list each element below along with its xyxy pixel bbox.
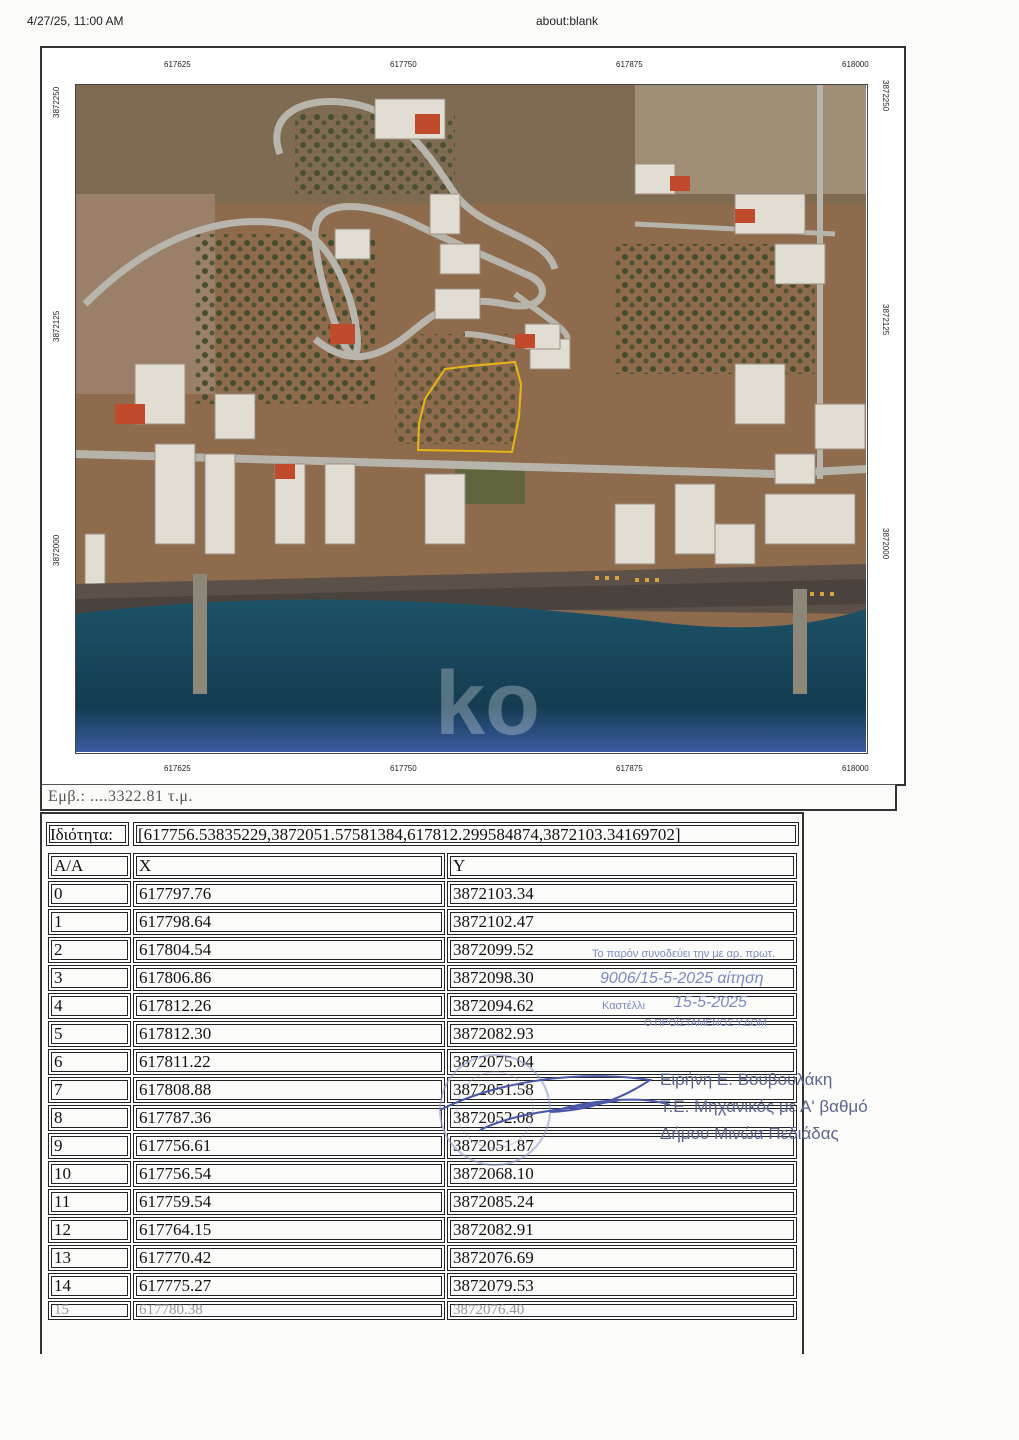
- y-tick-left: 3872250: [52, 86, 61, 118]
- cell-aa: 6: [48, 1049, 131, 1075]
- cell-x: 617759.54: [133, 1189, 445, 1215]
- y-tick-left: 3872125: [52, 310, 61, 342]
- x-tick-top: 617875: [616, 60, 643, 69]
- cell-y: 3872102.47: [447, 909, 797, 935]
- area-text: Εμβ.: ....3322.81 τ.μ.: [48, 788, 193, 805]
- signatory-name: Ειρήνη Ε. Βουβουλάκη: [660, 1070, 833, 1089]
- cell-y: 3872103.34: [447, 881, 797, 907]
- cell-y: 3872075.04: [447, 1049, 797, 1075]
- stamp-line: Καστέλλι: [602, 1000, 646, 1012]
- cell-aa: 4: [48, 993, 131, 1019]
- header-y: Y: [447, 853, 797, 879]
- cell-x: 617798.64: [133, 909, 445, 935]
- y-tick-right: 3872250: [881, 80, 890, 112]
- cell-x: 617770.42: [133, 1245, 445, 1271]
- cell-aa: 10: [48, 1161, 131, 1187]
- print-url: about:blank: [536, 14, 599, 28]
- signatory-org: Δήμου Μινώα Πεδιάδας: [660, 1124, 839, 1143]
- cell-x: 617756.54: [133, 1161, 445, 1187]
- cell-y: 3872076.40: [447, 1301, 797, 1320]
- cell-aa: 11: [48, 1189, 131, 1215]
- header-aa: A/A: [48, 853, 131, 879]
- property-value: [617756.53835229,3872051.57581384,617812.299584874,3872103.34169702]: [133, 822, 799, 846]
- y-tick-right: 3872125: [881, 304, 890, 336]
- x-tick-bottom: 617625: [164, 764, 191, 773]
- cell-x: 617764.15: [133, 1217, 445, 1243]
- signatory-title: Τ.Ε. Μηχανικός με Α' βαθμό: [660, 1097, 868, 1116]
- cell-x: 617811.22: [133, 1049, 445, 1075]
- cell-aa: 1: [48, 909, 131, 935]
- y-tick-right: 3872000: [881, 528, 890, 560]
- cell-x: 617780.38: [133, 1301, 445, 1320]
- stamp-line: Το παρόν συνοδεύει την με αρ. πρωτ.: [592, 948, 776, 960]
- stamp-handwriting: 15-5-2025: [674, 994, 747, 1011]
- area-row: [40, 784, 897, 811]
- table-row: [48, 909, 797, 935]
- cell-y: 3872052.08: [447, 1105, 797, 1131]
- cell-aa: 7: [48, 1077, 131, 1103]
- cell-y: 3872085.24: [447, 1189, 797, 1215]
- cell-x: 617812.30: [133, 1021, 445, 1047]
- cell-x: 617775.27: [133, 1273, 445, 1299]
- cell-x: 617756.61: [133, 1133, 445, 1159]
- property-label: Ιδιότητα:: [46, 822, 129, 846]
- cell-y: 3872068.10: [447, 1161, 797, 1187]
- property-row: [46, 822, 798, 848]
- table-header-row: [48, 853, 797, 879]
- cell-x: 617787.36: [133, 1105, 445, 1131]
- cell-y: 3872051.87: [447, 1133, 797, 1159]
- cell-aa: 9: [48, 1133, 131, 1159]
- cell-aa: 2: [48, 937, 131, 963]
- cell-y: 3872099.52: [447, 937, 797, 963]
- cell-aa: 12: [48, 1217, 131, 1243]
- x-tick-bottom: 617875: [616, 764, 643, 773]
- table-row-cut-off: [48, 1301, 797, 1320]
- cell-y: 3872051.58: [447, 1077, 797, 1103]
- cell-y: 3872094.62: [447, 993, 797, 1019]
- cell-y: 3872079.53: [447, 1273, 797, 1299]
- cell-x: 617804.54: [133, 937, 445, 963]
- table-row: [48, 1217, 797, 1243]
- table-row: [48, 1189, 797, 1215]
- cell-aa: 14: [48, 1273, 131, 1299]
- cell-y: 3872082.93: [447, 1021, 797, 1047]
- table-row: [48, 881, 797, 907]
- cell-x: 617797.76: [133, 881, 445, 907]
- cell-aa: 8: [48, 1105, 131, 1131]
- x-tick-top: 617625: [164, 60, 191, 69]
- cell-aa: 5: [48, 1021, 131, 1047]
- cell-x: 617812.26: [133, 993, 445, 1019]
- table-row: [48, 1273, 797, 1299]
- x-tick-bottom: 618000: [842, 764, 869, 773]
- stamp-line: Ο ΠΡΟΪΣΤΑΜΕΝΟΣ Υ.ΔΟΜ: [644, 1018, 767, 1029]
- y-tick-left: 3872000: [52, 534, 61, 566]
- cell-aa: 13: [48, 1245, 131, 1271]
- cell-y: 3872082.91: [447, 1217, 797, 1243]
- x-tick-bottom: 617750: [390, 764, 417, 773]
- map-watermark: ko: [435, 654, 541, 752]
- cell-x: 617808.88: [133, 1077, 445, 1103]
- print-datetime: 4/27/25, 11:00 AM: [27, 14, 124, 28]
- cell-aa: 15: [48, 1301, 131, 1320]
- x-tick-top: 617750: [390, 60, 417, 69]
- x-tick-top: 618000: [842, 60, 869, 69]
- cell-aa: 3: [48, 965, 131, 991]
- signature-block: [660, 1066, 868, 1147]
- cell-y: 3872098.30: [447, 965, 797, 991]
- cell-y: 3872076.69: [447, 1245, 797, 1271]
- map-border: [75, 84, 868, 754]
- cell-aa: 0: [48, 881, 131, 907]
- table-row: [48, 1245, 797, 1271]
- cell-x: 617806.86: [133, 965, 445, 991]
- seal-and-signature: [420, 1040, 680, 1170]
- stamp-handwriting: 9006/15-5-2025 αίτηση: [600, 970, 764, 987]
- header-x: X: [133, 853, 445, 879]
